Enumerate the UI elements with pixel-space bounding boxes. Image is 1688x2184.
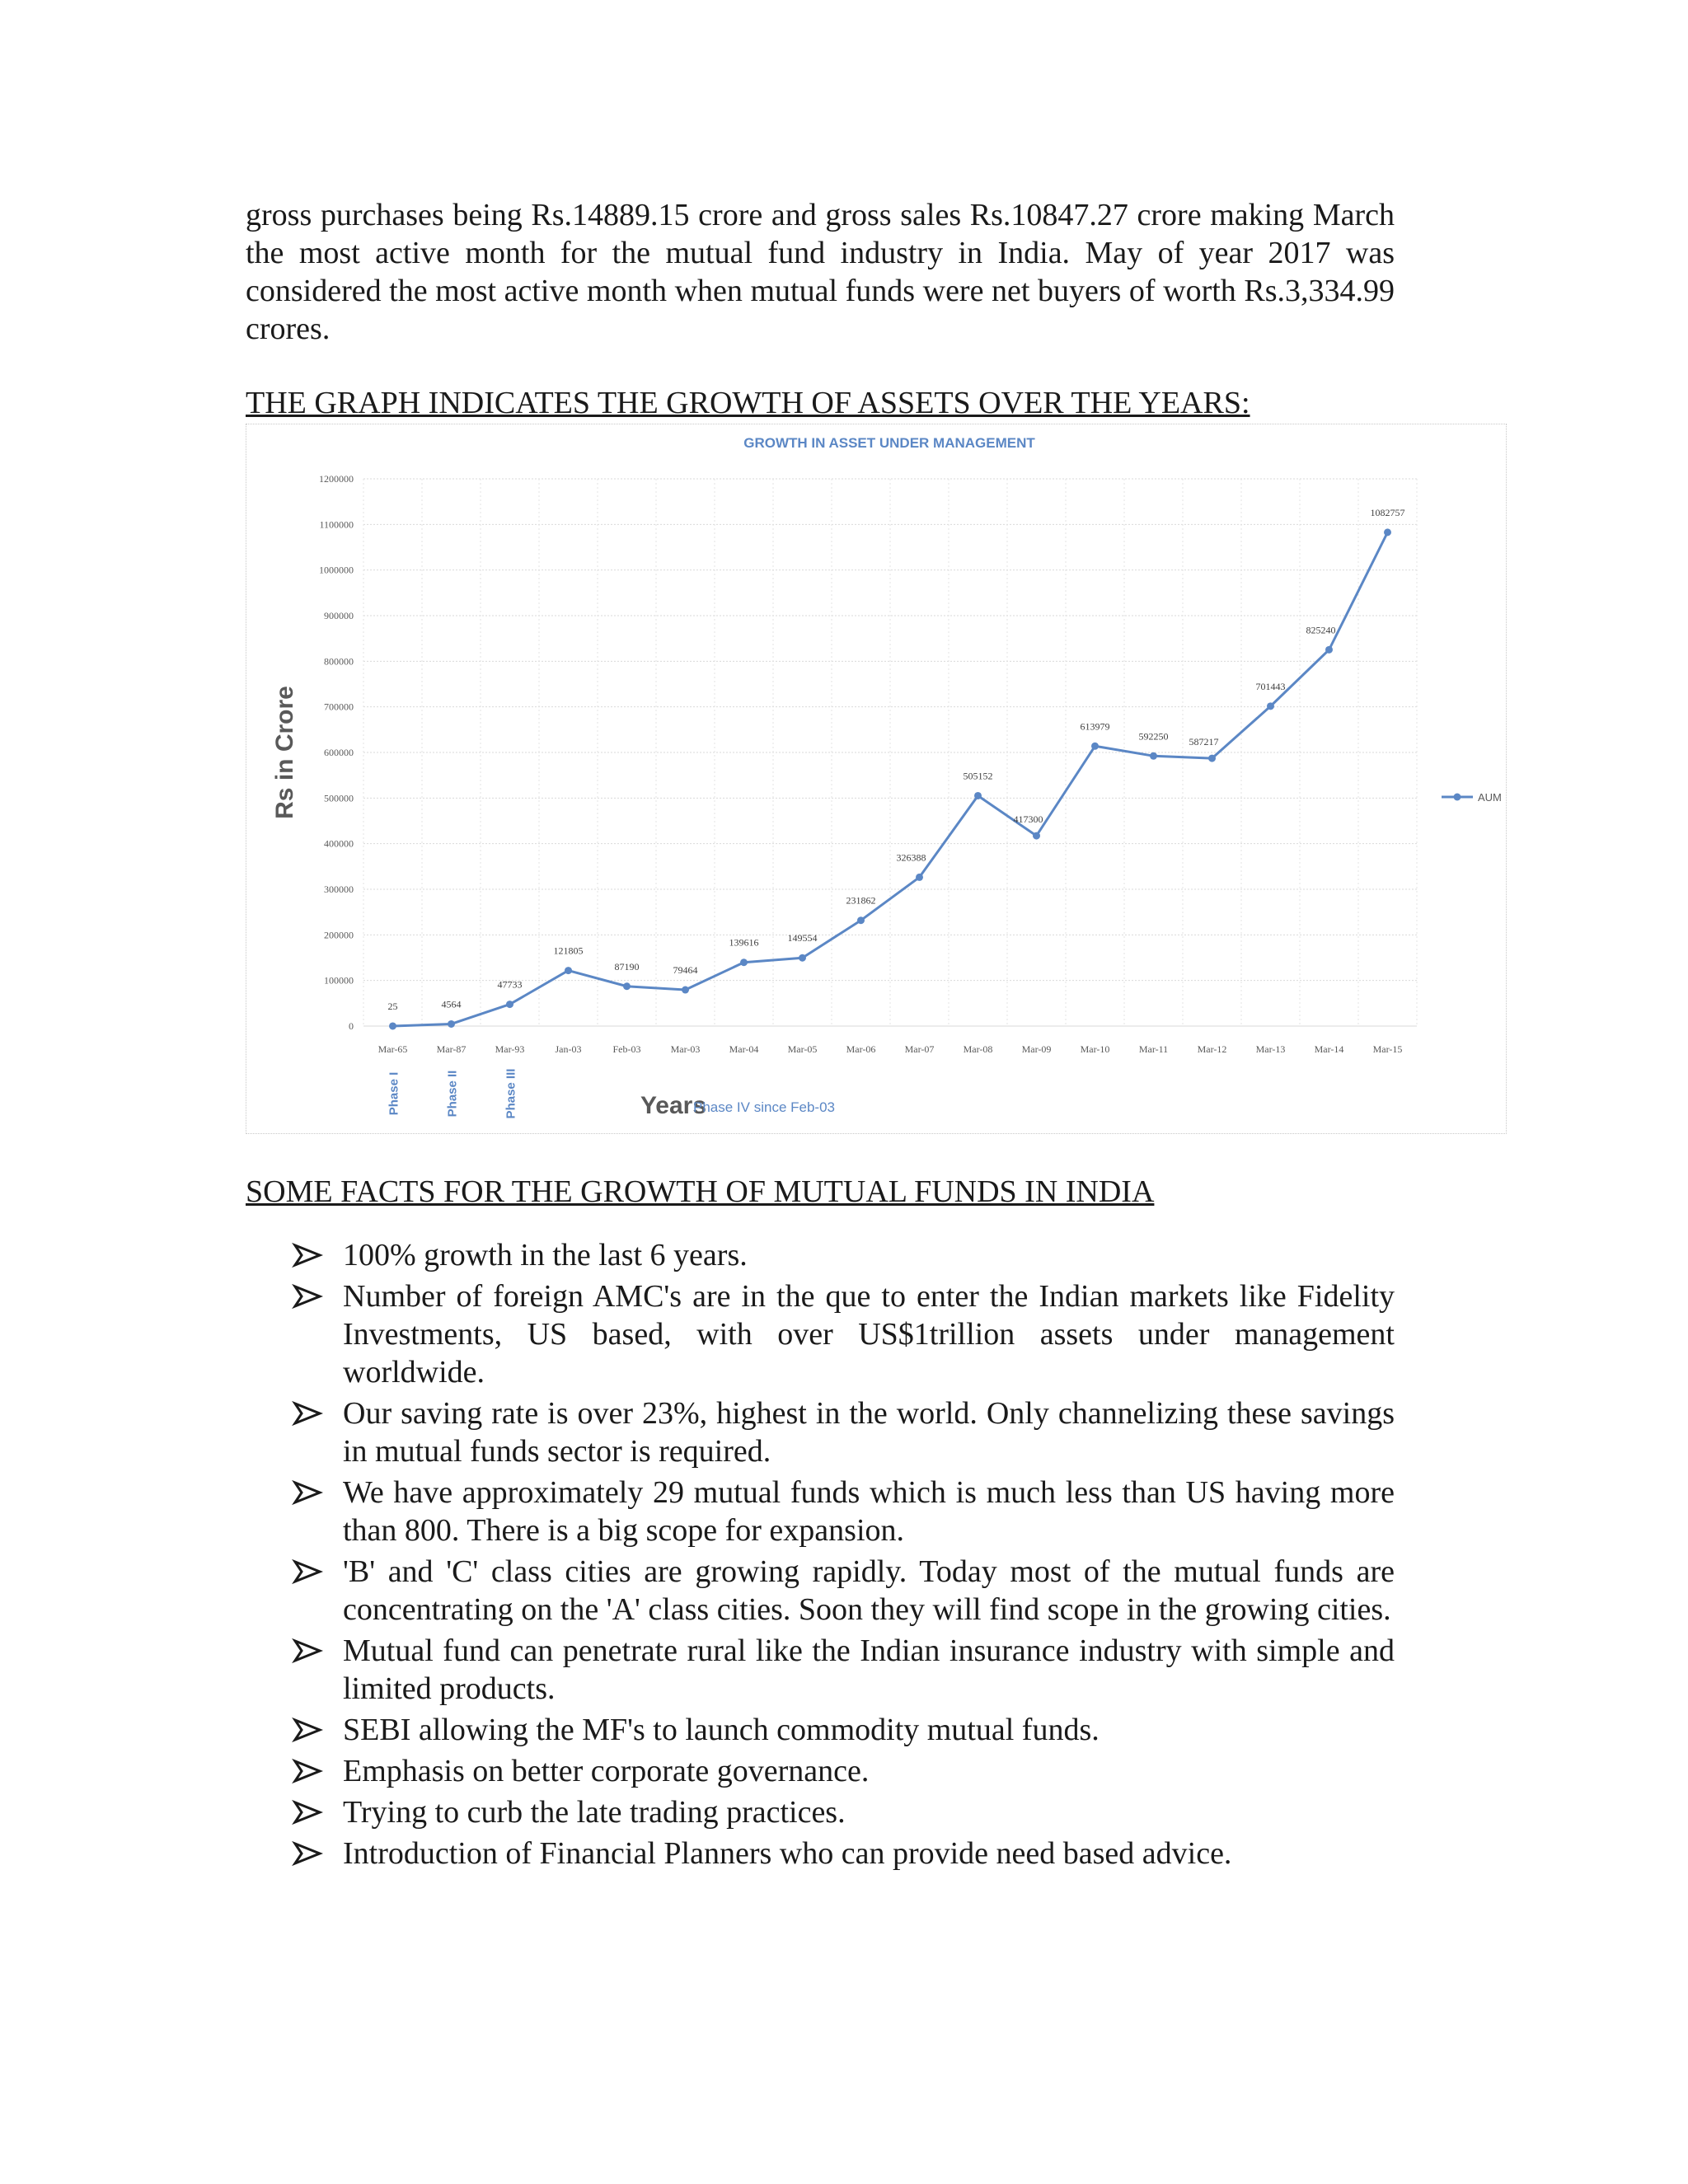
x-tick-label: Mar-12 bbox=[1197, 1043, 1227, 1055]
aum-data-label: 326388 bbox=[896, 851, 926, 864]
fact-text: 100% growth in the last 6 years. bbox=[343, 1238, 748, 1272]
fact-text: SEBI allowing the MF's to launch commodity mutual funds. bbox=[343, 1713, 1100, 1747]
aum-data-point bbox=[1033, 832, 1040, 840]
fact-item bbox=[288, 1553, 1395, 1629]
aum-data-label: 613979 bbox=[1080, 720, 1110, 733]
arrow-bullet-icon bbox=[292, 1553, 325, 1591]
x-tick-label: Jan-03 bbox=[555, 1043, 582, 1055]
x-tick-label: Mar-65 bbox=[377, 1043, 408, 1055]
aum-growth-chart bbox=[246, 424, 1507, 1134]
aum-data-point bbox=[974, 792, 982, 799]
y-tick-label: 600000 bbox=[324, 747, 354, 758]
fact-text: We have approximately 29 mutual funds which is much less than US having more than 800. There is a big scope for expansion. bbox=[343, 1475, 1395, 1548]
aum-data-label: 87190 bbox=[614, 960, 640, 972]
x-tick-label: Mar-93 bbox=[495, 1043, 525, 1055]
y-tick-label: 700000 bbox=[324, 701, 354, 713]
x-tick-label: Mar-08 bbox=[963, 1043, 993, 1055]
x-tick-label: Mar-87 bbox=[436, 1043, 467, 1055]
aum-data-label: 587217 bbox=[1189, 736, 1219, 748]
aum-data-label: 231862 bbox=[846, 894, 876, 907]
fact-item bbox=[288, 1277, 1395, 1391]
fact-text: Trying to curb the late trading practices. bbox=[343, 1795, 846, 1830]
x-tick-label: Mar-04 bbox=[729, 1043, 759, 1055]
aum-data-label: 505152 bbox=[963, 770, 993, 782]
y-tick-label: 400000 bbox=[324, 837, 354, 850]
graph-heading: THE GRAPH INDICATES THE GROWTH OF ASSETS OVER THE YEARS: bbox=[246, 386, 1250, 420]
aum-data-point bbox=[565, 967, 572, 974]
y-tick-label: 0 bbox=[349, 1020, 354, 1032]
arrow-bullet-icon bbox=[292, 1394, 325, 1432]
chart-labels bbox=[271, 435, 1502, 1119]
y-tick-label: 300000 bbox=[324, 883, 354, 895]
aum-data-label: 417300 bbox=[1013, 813, 1043, 826]
arrow-bullet-icon bbox=[292, 1277, 325, 1315]
x-tick-label: Mar-09 bbox=[1021, 1043, 1052, 1055]
x-tick-label: Mar-15 bbox=[1372, 1043, 1403, 1055]
aum-data-point bbox=[799, 954, 806, 962]
fact-item bbox=[288, 1474, 1395, 1549]
x-tick-label: Mar-06 bbox=[846, 1043, 876, 1055]
aum-data-point bbox=[448, 1020, 455, 1028]
aum-data-point bbox=[1325, 646, 1333, 654]
arrow-bullet-icon bbox=[292, 1752, 325, 1790]
aum-series-line bbox=[393, 532, 1388, 1026]
legend-label: AUM bbox=[1478, 791, 1502, 804]
y-axis-label: Rs in Crore bbox=[271, 686, 298, 819]
aum-data-label: 25 bbox=[387, 1000, 398, 1012]
y-tick-label: 900000 bbox=[324, 610, 354, 621]
aum-data-point bbox=[506, 1001, 513, 1008]
aum-data-label: 79464 bbox=[673, 964, 698, 977]
phase-note: Phase IV since Feb-03 bbox=[693, 1099, 835, 1115]
x-tick-label: Mar-03 bbox=[670, 1043, 701, 1055]
fact-item bbox=[288, 1752, 1395, 1790]
arrow-bullet-icon bbox=[292, 1835, 325, 1872]
arrow-bullet-icon bbox=[292, 1474, 325, 1511]
arrow-bullet-icon bbox=[292, 1793, 325, 1831]
intro-paragraph: gross purchases being Rs.14889.15 crore and gross sales Rs.10847.27 crore making March the most active month for the mutual fund industry in India. May of year 2017 was considered the most active month when mutual funds were net buyers of worth Rs.3,334.99 crores. bbox=[246, 198, 1395, 346]
aum-data-point bbox=[623, 982, 631, 990]
aum-data-point bbox=[682, 987, 689, 994]
facts-list bbox=[288, 1236, 1395, 1876]
y-tick-label: 200000 bbox=[324, 929, 354, 941]
y-tick-label: 500000 bbox=[324, 792, 354, 804]
fact-item bbox=[288, 1632, 1395, 1708]
x-tick-label: Mar-14 bbox=[1314, 1043, 1344, 1055]
fact-text: 'B' and 'C' class cities are growing rapidly. Today most of the mutual funds are concentrating on the 'A' class cities. Soon they will find scope in the growing cities. bbox=[343, 1554, 1395, 1627]
aum-data-label: 825240 bbox=[1306, 624, 1336, 636]
arrow-bullet-icon bbox=[292, 1632, 325, 1670]
chart-title: GROWTH IN ASSET UNDER MANAGEMENT bbox=[743, 435, 1035, 451]
aum-data-label: 1082757 bbox=[1370, 506, 1405, 518]
aum-data-point bbox=[1091, 743, 1099, 750]
aum-data-point bbox=[1150, 752, 1157, 760]
aum-data-point bbox=[1267, 702, 1274, 710]
fact-item bbox=[288, 1236, 1395, 1274]
fact-item bbox=[288, 1793, 1395, 1831]
x-axis-label: Years bbox=[640, 1092, 707, 1119]
x-tick-label: Mar-05 bbox=[787, 1043, 818, 1055]
fact-item bbox=[288, 1711, 1395, 1749]
fact-item bbox=[288, 1394, 1395, 1470]
aum-data-point bbox=[1208, 755, 1216, 762]
aum-data-point bbox=[857, 916, 865, 924]
legend-swatch-marker bbox=[1454, 794, 1461, 801]
arrow-bullet-icon bbox=[292, 1711, 325, 1749]
chart-grid bbox=[363, 479, 1417, 1026]
aum-data-label: 47733 bbox=[497, 978, 523, 991]
fact-item bbox=[288, 1835, 1395, 1872]
aum-data-label: 121805 bbox=[553, 944, 584, 957]
fact-text: Introduction of Financial Planners who can provide need based advice. bbox=[343, 1836, 1232, 1871]
x-tick-label: Mar-07 bbox=[904, 1043, 935, 1055]
x-tick-label: Feb-03 bbox=[612, 1043, 641, 1055]
aum-data-point bbox=[389, 1022, 396, 1029]
aum-data-point bbox=[1384, 528, 1391, 536]
fact-text: Mutual fund can penetrate rural like the Indian insurance industry with simple and limited products. bbox=[343, 1633, 1395, 1706]
phase-label: Phase III bbox=[504, 1068, 518, 1119]
x-tick-label: Mar-10 bbox=[1080, 1043, 1110, 1055]
fact-text: Number of foreign AMC's are in the que to enter the Indian markets like Fidelity Investments, US based, with over US$1trillion assets under management worldwide. bbox=[343, 1279, 1395, 1390]
y-tick-label: 1100000 bbox=[319, 518, 354, 531]
y-tick-label: 1200000 bbox=[319, 473, 354, 485]
chart-canvas bbox=[246, 424, 1507, 1135]
phase-label: Phase II bbox=[445, 1070, 460, 1118]
x-tick-label: Mar-13 bbox=[1255, 1043, 1286, 1055]
arrow-bullet-icon bbox=[292, 1236, 325, 1274]
y-tick-label: 100000 bbox=[324, 974, 354, 987]
x-tick-label: Mar-11 bbox=[1138, 1043, 1169, 1055]
aum-data-label: 139616 bbox=[729, 936, 759, 949]
aum-data-label: 701443 bbox=[1255, 680, 1286, 692]
aum-data-label: 4564 bbox=[441, 998, 462, 1010]
fact-text: Our saving rate is over 23%, highest in the world. Only channelizing these savings in mutual funds sector is required. bbox=[343, 1396, 1395, 1469]
facts-heading: SOME FACTS FOR THE GROWTH OF MUTUAL FUNDS IN INDIA bbox=[246, 1174, 1155, 1209]
aum-data-point bbox=[916, 874, 923, 881]
aum-data-label: 592250 bbox=[1138, 730, 1169, 743]
y-tick-label: 800000 bbox=[324, 655, 354, 668]
fact-text: Emphasis on better corporate governance. bbox=[343, 1754, 870, 1788]
y-tick-label: 1000000 bbox=[319, 564, 354, 576]
aum-data-point bbox=[740, 958, 748, 966]
aum-data-label: 149554 bbox=[787, 932, 818, 944]
phase-label: Phase I bbox=[387, 1071, 401, 1116]
